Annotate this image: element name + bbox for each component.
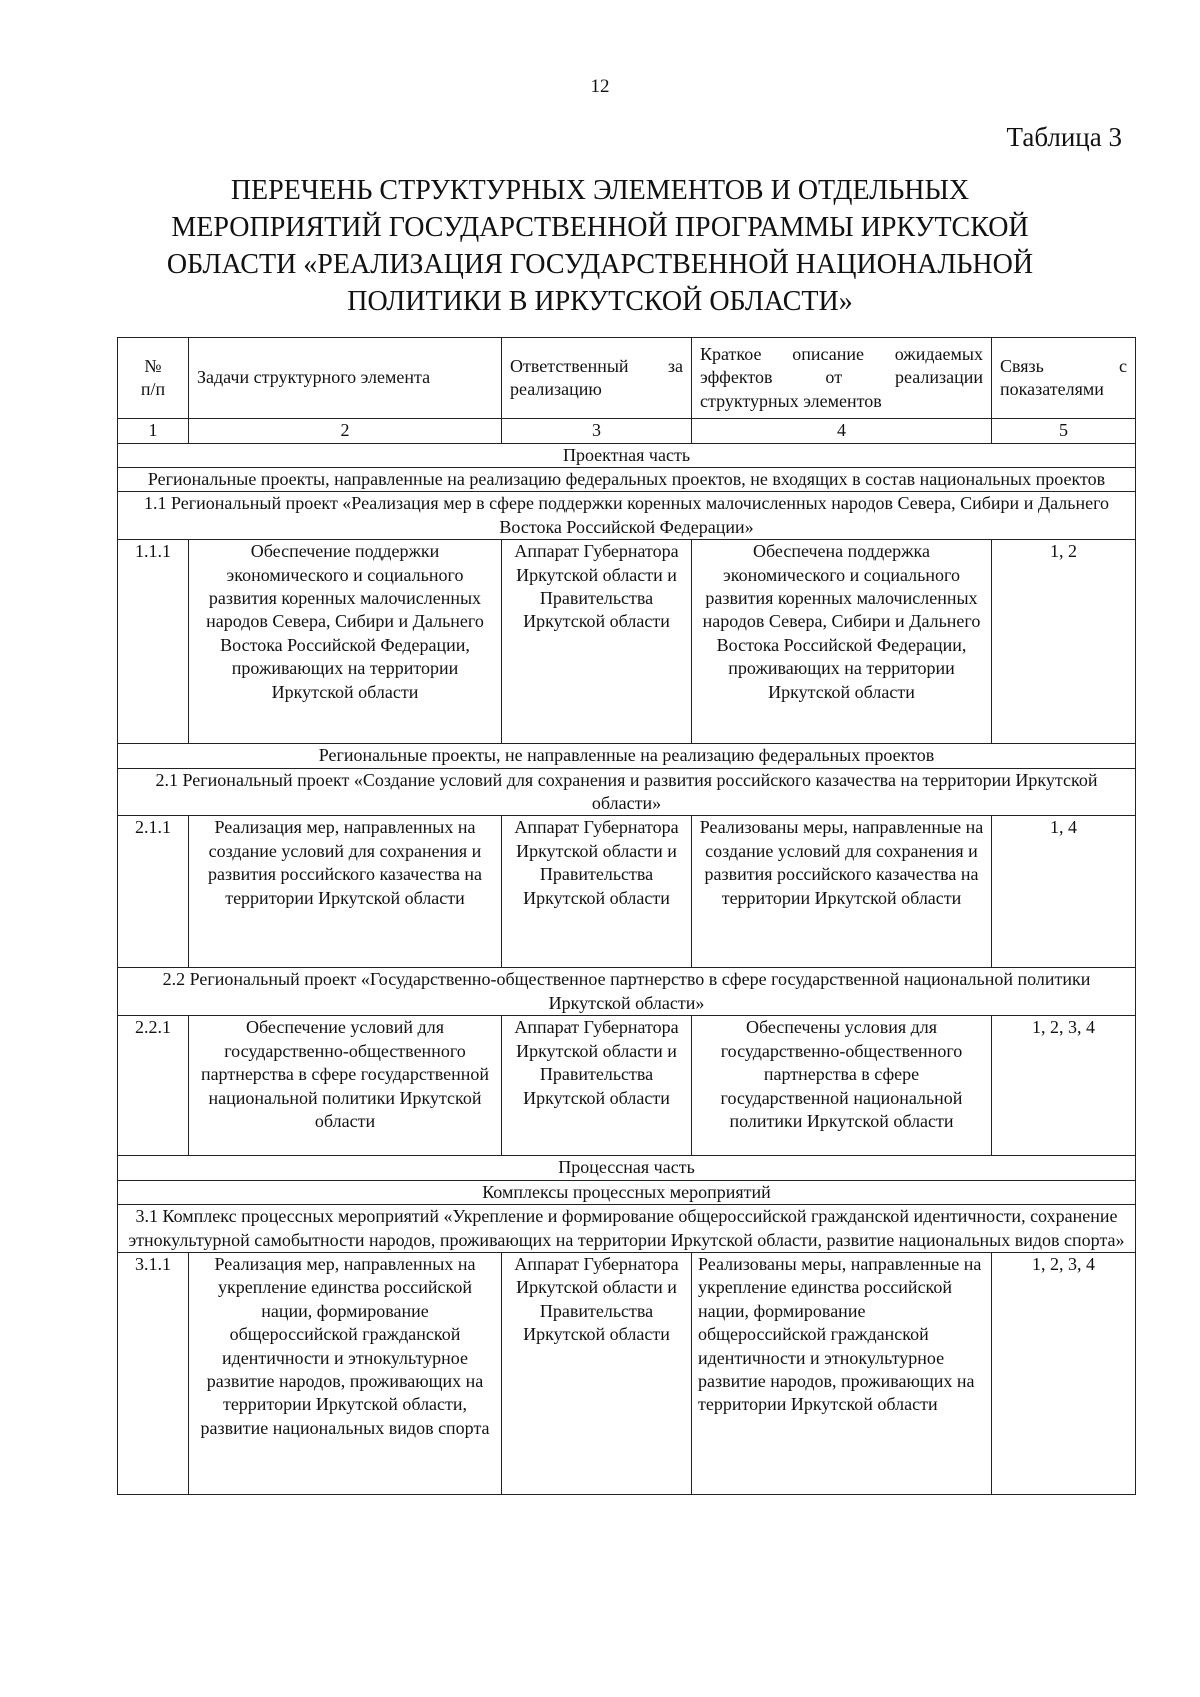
section-row [118,1156,1136,1180]
column-number: 3 [502,419,692,443]
section-row [118,1180,1136,1204]
table-header-row [118,338,1136,419]
header-tasks: Задачи структурного элемента [189,338,502,419]
table-row [118,1252,1136,1494]
row-task: Обеспечение условий для государственно-общественного партнерства в сфере государственной национальной политики Иркутской области [189,1016,502,1156]
section-row [118,492,1136,540]
column-number: 1 [118,419,189,443]
row-responsible: Аппарат Губернатора Иркутской области и Правительства Иркутской области [502,540,692,744]
complex-heading: 3.1 Комплекс процессных мероприятий «Укрепление и формирование общероссийской гражданской идентичности, сохранение этнокультурной самобытности народов, проживающих на территории Иркутской области, развитие национальных видов спорта» [118,1205,1136,1253]
row-num: 2.2.1 [118,1016,189,1156]
row-effect: Обеспечены условия для государственно-общественного партнерства в сфере государственной национальной политики Иркутской области [692,1016,992,1156]
row-effect: Обеспечена поддержка экономического и социального развития коренных малочисленных народов Севера, Сибири и Дальнего Востока Российской Федерации, проживающих на территории Иркутской области [692,540,992,744]
row-effect: Реализованы меры, направленные на укрепление единства российской нации, формирование общероссийской гражданской идентичности и этнокультурное развитие народов, проживающих на территории Иркутской области [692,1252,992,1494]
header-effects: Краткое описание ожидаемых эффектов от реализации структурных элементов [692,338,992,419]
page-number: 12 [590,76,610,97]
title-line: ОБЛАСТИ «РЕАЛИЗАЦИЯ ГОСУДАРСТВЕННОЙ НАЦИОНАЛЬНОЙ [166,249,1034,280]
table-caption: Таблица 3 [1006,122,1122,152]
row-indicators: 1, 2 [992,540,1136,744]
row-num: 1.1.1 [118,540,189,744]
process-part-heading: Процессная часть [118,1156,1136,1180]
title-line: ПЕРЕЧЕНЬ СТРУКТУРНЫХ ЭЛЕМЕНТОВ И ОТДЕЛЬНЫХ [230,175,970,206]
row-num: 2.1.1 [118,816,189,968]
section-row [118,443,1136,467]
project-heading: 1.1 Региональный проект «Реализация мер в сфере поддержки коренных малочисленных народов Севера, Сибири и Дальнего Востока Российской Федерации» [118,492,1136,540]
row-responsible: Аппарат Губернатора Иркутской области и Правительства Иркутской области [502,1252,692,1494]
group-heading: Региональные проекты, направленные на реализацию федеральных проектов, не входящих в состав национальных проектов [118,468,1136,492]
header-indicators: Связь с показателями [992,338,1136,419]
column-number: 4 [692,419,992,443]
row-num: 3.1.1 [118,1252,189,1494]
table-row [118,540,1136,744]
table-row [118,816,1136,968]
project-heading: 2.1 Региональный проект «Создание условий для сохранения и развития российского казачества на территории Иркутской области» [118,768,1136,816]
section-row [118,744,1136,768]
project-heading: 2.2 Региональный проект «Государственно-общественное партнерство в сфере государственной национальной политики Иркутской области» [118,968,1136,1016]
group-heading: Комплексы процессных мероприятий [118,1180,1136,1204]
row-responsible: Аппарат Губернатора Иркутской области и Правительства Иркутской области [502,1016,692,1156]
row-indicators: 1, 4 [992,816,1136,968]
title-line: МЕРОПРИЯТИЙ ГОСУДАРСТВЕННОЙ ПРОГРАММЫ ИРКУТСКОЙ [171,212,1029,243]
project-part-heading: Проектная часть [118,443,1136,467]
section-row [118,968,1136,1016]
row-task: Обеспечение поддержки экономического и социального развития коренных малочисленных народов Севера, Сибири и Дальнего Востока Российской Федерации, проживающих на территории Иркутской области [189,540,502,744]
title-line: ПОЛИТИКИ В ИРКУТСКОЙ ОБЛАСТИ» [347,286,853,317]
table-row [118,1016,1136,1156]
structural-elements-table [117,337,1136,1495]
document-title [150,172,1050,320]
row-task: Реализация мер, направленных на создание условий для сохранения и развития российского казачества на территории Иркутской области [189,816,502,968]
header-num: № п/п [118,338,189,419]
column-numbers-row [118,419,1136,443]
section-row [118,768,1136,816]
row-indicators: 1, 2, 3, 4 [992,1016,1136,1156]
row-responsible: Аппарат Губернатора Иркутской области и Правительства Иркутской области [502,816,692,968]
row-task: Реализация мер, направленных на укрепление единства российской нации, формирование общероссийской гражданской идентичности и этнокультурное развитие народов, проживающих на территории Иркутской области, развитие национальных видов спорта [189,1252,502,1494]
row-effect: Реализованы меры, направленные на создание условий для сохранения и развития российского казачества на территории Иркутской области [692,816,992,968]
header-responsible: Ответственный за реализацию [502,338,692,419]
column-number: 5 [992,419,1136,443]
group-heading: Региональные проекты, не направленные на реализацию федеральных проектов [118,744,1136,768]
column-number: 2 [189,419,502,443]
section-row [118,1205,1136,1253]
section-row [118,468,1136,492]
row-indicators: 1, 2, 3, 4 [992,1252,1136,1494]
